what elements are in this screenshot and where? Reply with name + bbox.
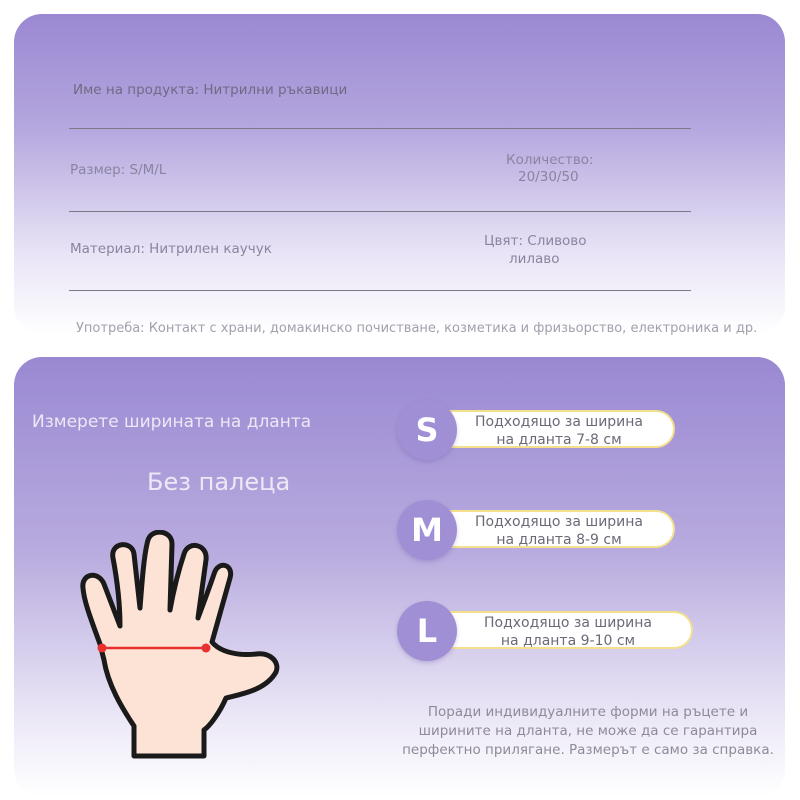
product-name-text: Име на продукта: Нитрилни ръкавици <box>73 82 348 98</box>
size-description-line: на дланта 9-10 см <box>500 633 636 649</box>
hand-measure-illustration <box>70 530 285 760</box>
hand-icon <box>83 532 277 756</box>
measure-point-left <box>98 644 107 653</box>
usage-text: Употреба: Контакт с храни, домакинско почистване, козметика и фризьорство, електроника и др. <box>76 321 758 336</box>
color-value: лилаво <box>509 251 560 267</box>
size-description-line: на дланта 8-9 см <box>496 532 622 548</box>
divider <box>69 128 691 129</box>
material-text: Материал: Нитрилен каучук <box>70 241 272 257</box>
quantity-label: Количество: <box>506 152 594 168</box>
color-label: Цвят: Сливово <box>484 233 587 249</box>
measure-point-right <box>202 644 211 653</box>
measure-title: Измерете ширината на дланта <box>32 412 312 432</box>
divider <box>69 290 691 291</box>
size-option-s <box>397 400 697 462</box>
size-description-pill <box>445 611 693 649</box>
size-badge-s: S <box>397 400 457 460</box>
size-description-pill <box>445 510 675 548</box>
size-text: Размер: S/M/L <box>70 162 167 178</box>
measure-subtitle: Без палеца <box>147 468 291 496</box>
size-description-line: Подходящо за ширина <box>483 615 653 631</box>
disclaimer-text: Поради индивидуалните форми на ръцете и ширините на дланта, не може да се гарантира перфектно прилягане. Размерът е само за справка. <box>402 704 774 758</box>
size-badge-l: L <box>397 601 457 661</box>
quantity-value: 20/30/50 <box>518 169 579 185</box>
size-description-line: на дланта 7-8 см <box>496 432 622 448</box>
divider <box>69 211 691 212</box>
size-option-l <box>397 601 697 663</box>
size-description-line: Подходящо за ширина <box>474 514 644 530</box>
size-badge-m: M <box>397 500 457 560</box>
size-option-m <box>397 500 697 562</box>
size-description-line: Подходящо за ширина <box>474 414 644 430</box>
size-description-pill <box>445 410 675 448</box>
